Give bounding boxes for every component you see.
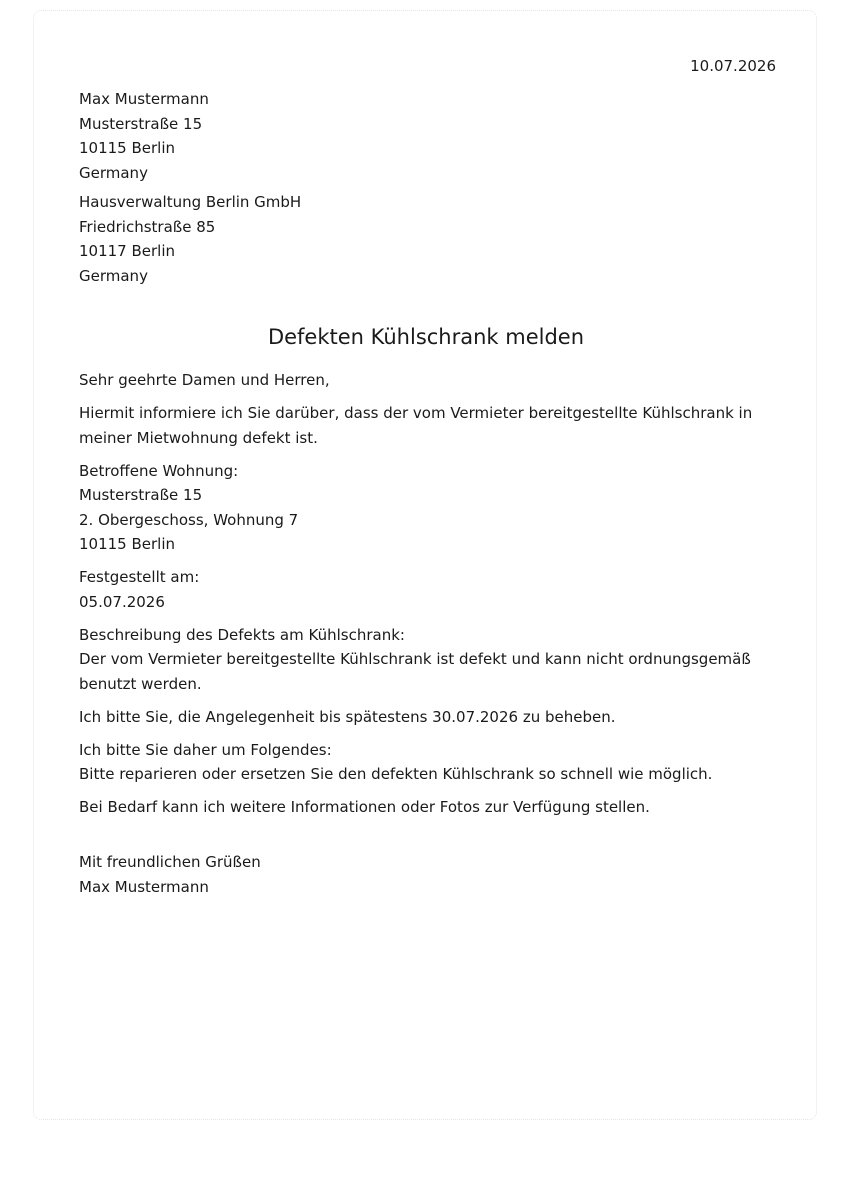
apartment-label: Betroffene Wohnung: — [79, 461, 239, 480]
letter-page — [33, 10, 817, 1120]
recipient-street: Friedrichstraße 85 — [79, 217, 216, 236]
recipient-city: 10117 Berlin — [79, 242, 176, 260]
signature-name: Max Mustermann — [79, 877, 209, 896]
sender-street: Musterstraße 15 — [79, 114, 203, 133]
sender-address — [79, 87, 209, 185]
closing-phrase: Mit freundlichen Grüßen — [79, 853, 261, 871]
detected-block — [79, 565, 779, 614]
sender-name: Max Mustermann — [79, 90, 209, 108]
request-block — [79, 738, 779, 787]
request-text: Bitte reparieren oder ersetzen Sie den defekten Kühlschrank so schnell wie möglich. — [79, 765, 713, 783]
recipient-address — [79, 190, 301, 288]
sender-city: 10115 Berlin — [79, 139, 176, 157]
recipient-country: Germany — [79, 266, 148, 285]
detected-date: 05.07.2026 — [79, 592, 165, 611]
letter-subject: Defekten Kühlschrank melden — [267, 325, 585, 349]
deadline-paragraph: Ich bitte Sie, die Angelegenheit bis spätestens 30.07.2026 zu beheben. — [79, 707, 616, 726]
defect-block — [79, 623, 779, 697]
salutation: Sehr geehrte Damen und Herren, — [79, 371, 330, 389]
letter-body — [79, 368, 779, 828]
closing-block — [79, 850, 261, 899]
request-label: Ich bitte Sie daher um Folgendes: — [79, 740, 332, 759]
letter-date: 10.07.2026 — [690, 57, 776, 75]
defect-text: Der vom Vermieter bereitgestellte Kühlschrank ist defekt und kann nicht ordnungsgemäß benutzt werden. — [79, 650, 751, 693]
recipient-name: Hausverwaltung Berlin GmbH — [79, 193, 302, 211]
apartment-city: 10115 Berlin — [79, 535, 176, 553]
intro-paragraph: Hiermit informiere ich Sie darüber, dass der vom Vermieter bereitgestellte Kühlschrank in meiner Mietwohnung defekt ist. — [79, 404, 753, 447]
apartment-street: Musterstraße 15 — [79, 486, 203, 504]
defect-label: Beschreibung des Defekts am Kühlschrank: — [79, 625, 405, 644]
apartment-block — [79, 459, 779, 557]
offer-paragraph: Bei Bedarf kann ich weitere Informationen oder Fotos zur Verfügung stellen. — [79, 798, 650, 816]
apartment-floor: 2. Obergeschoss, Wohnung 7 — [79, 510, 299, 529]
sender-country: Germany — [79, 163, 148, 182]
detected-label: Festgestellt am: — [79, 568, 200, 586]
